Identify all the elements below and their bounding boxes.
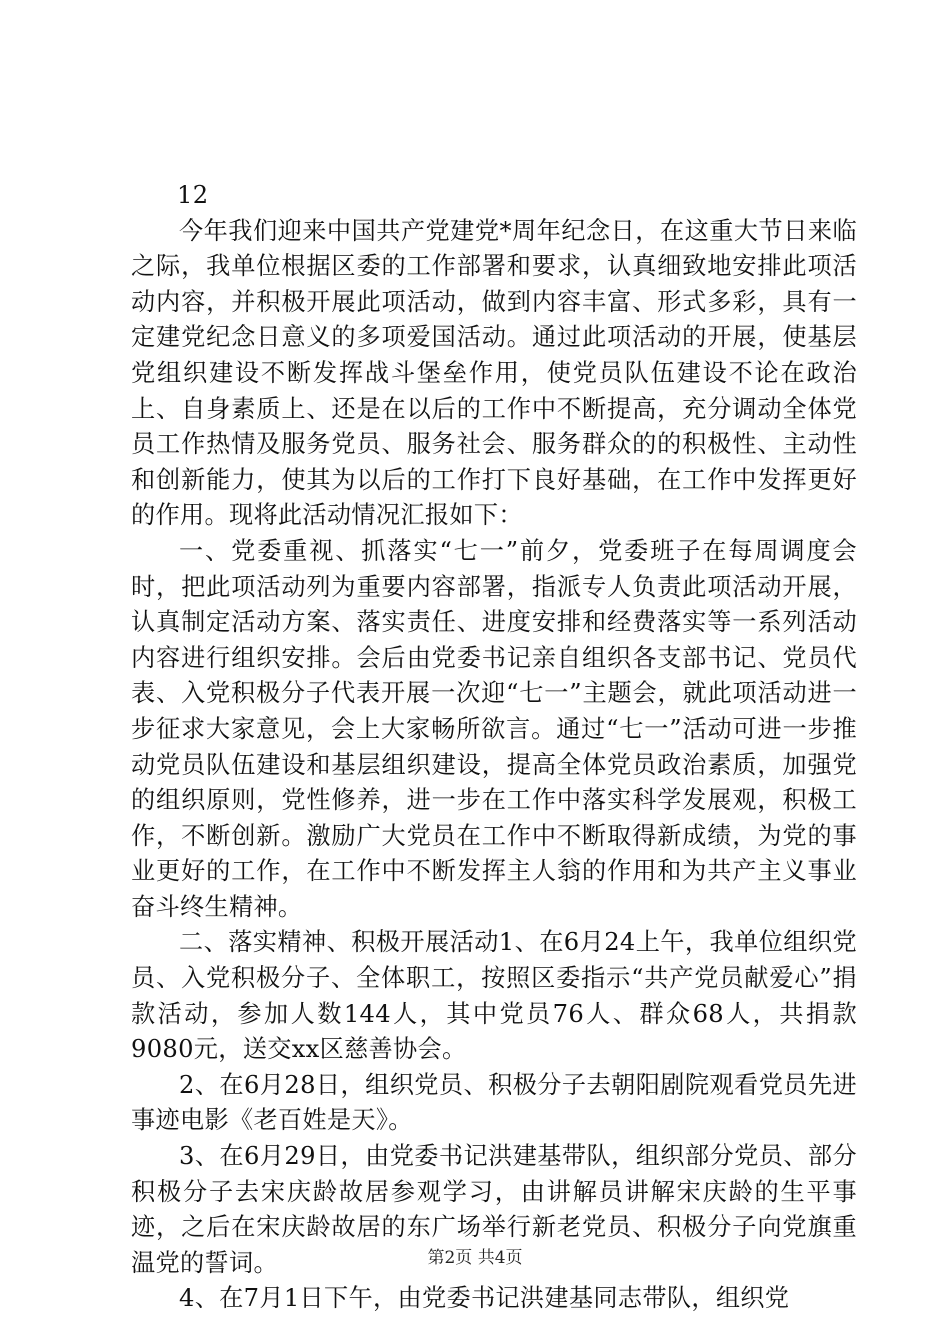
document-body	[131, 178, 857, 1317]
paragraph-section-two: 二、落实精神、积极开展活动1、在6月24上午，我单位组织党员、入党积极分子、全体职工，按照区委指示“共产党员献爱心”捐款活动，参加人数144人，其中党员76人、群众68人，共捐款9080元，送交xx区慈善协会。	[131, 928, 857, 1064]
paragraph-section-one: 一、党委重视、抓落实“七一”前夕，党委班子在每周调度会时，把此项活动列为重要内容部署，指派专人负责此项活动开展，认真制定活动方案、落实责任、进度安排和经费落实等一系列活动内容进行组织安排。会后由党委书记亲自组织各支部书记、党员代表、入党积极分子代表开展一次迎“七一”主题会，就此项活动进一步征求大家意见，会上大家畅所欲言。通过“七一”活动可进一步推动党员队伍建设和基层组织建设，提高全体党员政治素质，加强党的组织原则，党性修养，进一步在工作中落实科学发展观，积极工作，不断创新。激励广大党员在工作中不断取得新成绩，为党的事业更好的工作，在工作中不断发挥主人翁的作用和为共产主义事业奋斗终生精神。	[131, 536, 857, 921]
paragraph-intro: 今年我们迎来中国共产党建党*周年纪念日，在这重大节日来临之际，我单位根据区委的工作部署和要求，认真细致地安排此项活动内容，并积极开展此项活动，做到内容丰富、形式多彩，具有一定建党纪念日意义的多项爱国活动。通过此项活动的开展，使基层党组织建设不断发挥战斗堡垒作用，使党员队伍建设不论在政治上、自身素质上、还是在以后的工作中不断提高，充分调动全体党员工作热情及服务党员、服务社会、服务群众的的积极性、主动性和创新能力，使其为以后的工作打下良好基础，在工作中发挥更好的作用。现将此活动情况汇报如下：	[131, 216, 857, 530]
paragraph-item-four: 4、在7月1日下午，由党委书记洪建基同志带队，组织党	[179, 1284, 790, 1313]
paragraph-item-three: 3、在6月29日，由党委书记洪建基带队，组织部分党员、部分积极分子去宋庆龄故居参观学习，由讲解员讲解宋庆龄的生平事迹，之后在宋庆龄故居的东广场举行新老党员、积极分子向党旗重温党的誓词。	[131, 1142, 857, 1277]
paragraph-item-two: 2、在6月28日，组织党员、积极分子去朝阳剧院观看党员先进事迹电影《老百姓是天》。	[131, 1070, 857, 1135]
page-footer: 第2页 共4页	[427, 1248, 523, 1268]
heading-number: 12	[177, 181, 209, 209]
